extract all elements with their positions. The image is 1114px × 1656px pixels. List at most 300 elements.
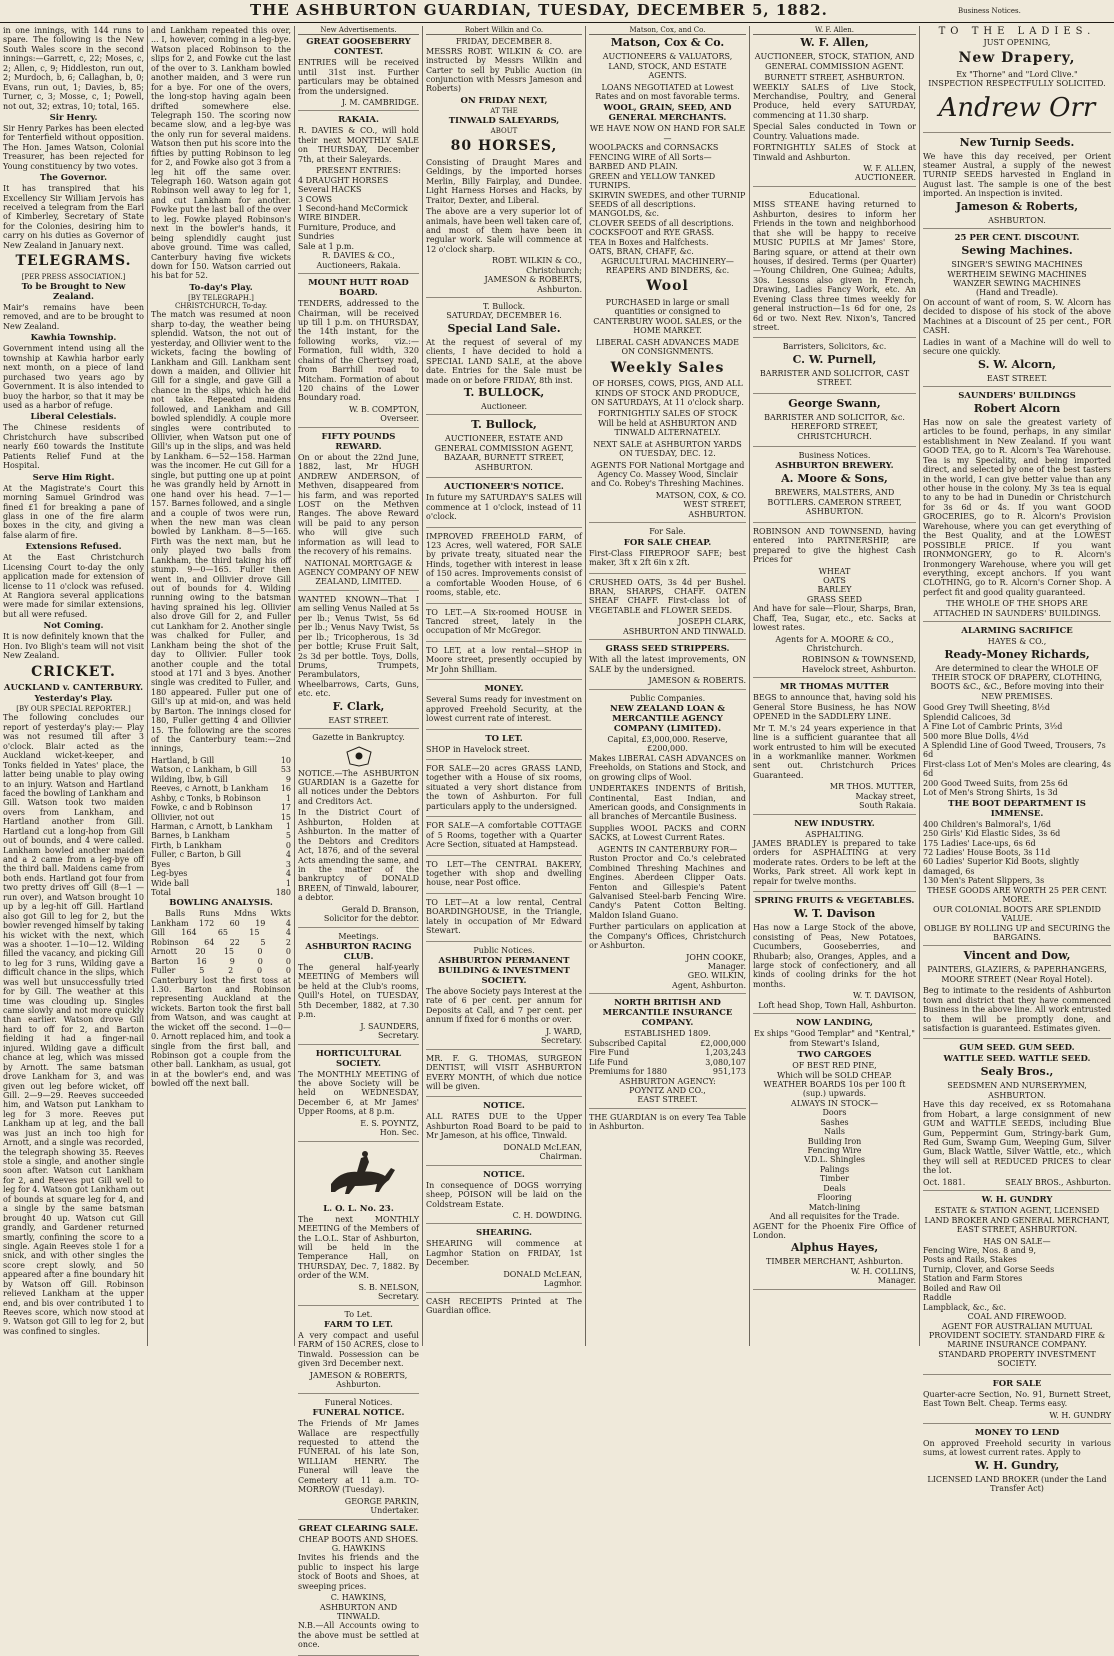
article-text: in one innings, with 144 runs to spare. The following is the New South Wales score in the second innings:—Garrett, c, 22; Moses, c, 2; Allen, c, 9; Hiddleston, run out, 2; Murdoch, b, 6; Callaghan, b, 0; Evans, run out, 1; Davies, b, 85; Turner, c, 3; Mosse, c, 1; Powell, not out, 32; extras, 10; total, 165. (3, 26, 144, 111)
ad-name: Jameson & Roberts, (955, 199, 1079, 213)
telegrams-heading: TELEGRAMS. (15, 253, 132, 270)
total-value: 180 (275, 888, 291, 898)
ad-text: Are determined to clear the WHOLE OF THEIR STOCK OF DRAPERY, CLOTHING, BOOTS &C., &C., Before moving into their NEW PREMISES. (930, 663, 1104, 701)
row-value: 60 (229, 918, 240, 928)
signature (923, 89, 1111, 129)
analysis-row (151, 947, 291, 956)
ad-date: FRIDAY, DECEMBER 8. (455, 37, 553, 47)
bakery-ad (426, 860, 582, 894)
ad-heading: FOR SALE CHEAP. (623, 537, 712, 548)
ad-text: N.B.—All Accounts owing to the above must be settled at once. (298, 1621, 419, 1650)
ad-heading: NORTH BRITISH AND MERCANTILE INSURANCE COMPANY. (602, 998, 733, 1029)
ad-text: TENDERS, addressed to the Chairman, will be received up till 1 p.m. on THURSDAY, the 14th instant, for the following works, viz.:— Formation, full width, 320 chains of the Chertsey road, from Barrhill road to Mitcham. Formation of about 120 chains of the Lower Boundary road. (298, 299, 419, 403)
ad-heading: FIFTY POUNDS REWARD. (321, 431, 396, 452)
purnell-ad (753, 354, 916, 394)
row-value: 0 (256, 966, 263, 976)
row-value: 0 (285, 956, 291, 966)
clark-ad (298, 595, 419, 729)
article-text: Government intend using all the township at Kawhia harbor early next month, on a piece of land purchased two years ago by Government. It is also intended to buoy the harbor, so that it may be used as a harbor of refuge. (3, 344, 144, 410)
ad-heading: 25 PER CENT. DISCOUNT. (954, 233, 1080, 244)
coat-of-arms-icon (344, 745, 374, 767)
ad-heading: SHEARING. (476, 1228, 532, 1239)
subheading: Kawhia Township. (30, 333, 117, 344)
ad-name: W. T. Davison (793, 907, 876, 921)
row-value: 4 (285, 869, 291, 879)
ad-heading-large: Special Land Sale. (447, 321, 561, 335)
column-business-notices (919, 26, 1114, 1494)
ad-text: WANTED KNOWN—That I am selling Venus Nailed at 5s per lb.; Venus Twist, 5s 6d per lb.; Venus Navy Twist, 5s per lb.; Tricopherous, 1s 3d per bottle; Kruse Fruit Salt, 2s 3d per bottle. Toys, Dolls, Drums, Trumpets, Perambulators, Wheelbarrows, Carts, Guns, etc. etc. (298, 594, 419, 699)
reward-ad (298, 432, 419, 591)
ad-text: LICENSED LAND BROKER (under the Land Transfer Act) (927, 1474, 1107, 1494)
vincent-dow-ad (923, 950, 1111, 1039)
dateline: CHRISTCHURCH, To-day. (174, 302, 268, 311)
ad-heading: FOR SALE (992, 1378, 1042, 1389)
score-row (151, 822, 291, 831)
funeral-ad (298, 1408, 419, 1519)
article-text: The match was resumed at noon sharp to-day, the weather being splendid. Watson, the not out of yesterday, and Ollivier went to the wickets, facing the bowling of Lankham and Gill. Lankham sent down a maiden, and Ollivier hit Gill for a single, and gave Gill a chance in the slips, which he did not take. Repeated maidens followed, and Lankham and Gill bowled splendidly. A couple more singles were contributed to Ollivier, when Watson put one of Gill's up in the slips, and was held by Lankham. 6—52—158. Harman was the incomer. He cut Gill for a single, but putting one up at point he was grandly held by Arnott in one hand over his head. 7—1—157. Barnes followed, and a single and a couple of twos were run, when the new man was clean bowled by Lankham. 8—5—165. Firth was the next man, but he only played two balls from Lankham, the third taking his off stump. 9—0—165. Fuller then went in, and Ollivier drove Gill out of bounds for 4. Wilding running owing to the batsman having sprained his leg. Ollivier also drove Gill for 2, and Fuller cut Lankham for 2. Another single was chalked for Fuller, and Lankham being the shot of the day to Ollivier. Fuller took another couple and the total stood at 171 and 3 byes. Another single was credited to Fuller, and 180 appeared. Fuller put one of Gill's up at mid-on, and was held by Barton. The innings closed for 180, Fuller getting 4 and Ollivier 15. The following are the scores of the Canterbury team:—2nd innings, (151, 310, 291, 754)
safe-ad (589, 538, 746, 574)
masthead (0, 0, 1114, 23)
ad-signature: JAMESON & ROBERTS, Ashburton. (309, 1370, 408, 1390)
ad-text: SINGER'S SEWING MACHINES (951, 260, 1083, 270)
subheading: Liberal Celestials. (30, 412, 117, 423)
score-row (151, 765, 291, 774)
ad-date: Oct. 1881. (923, 1177, 966, 1187)
ad-address: EAST STREET. (986, 373, 1048, 383)
boarding-ad (426, 898, 582, 942)
ad-text: Auctioneer. (480, 402, 528, 412)
analysis-header-row (151, 909, 291, 918)
ad-heading: WOOL, GRAIN, SEED, AND GENERAL MERCHANTS. (603, 103, 732, 124)
article-text: The Chinese residents of Christchurch have subscribed nearly £60 towards the Institute Patients Relief Fund at the Hospital. (3, 423, 144, 471)
freehold-ad (426, 532, 582, 604)
ad-heading: ASHBURTON RACING CLUB. (305, 942, 412, 963)
ad-signature: MATSON, COX, & CO. WEST STREET, ASHBURTON. (655, 490, 746, 519)
ad-name: T. BULLOCK, (463, 386, 545, 400)
ad-name: F. Clark, (332, 699, 385, 713)
section-sale-ad (923, 1379, 1111, 1424)
ad-text: JAMES BRADLEY is prepared to take orders for ASPHALTING at very moderate rates. Orders to be left at the Works, Park street. All work kept in repair for twelve months. (753, 839, 916, 886)
score-row (151, 803, 291, 812)
ad-text: Ladies in want of a Machine will do well to secure one quickly. (923, 337, 1111, 357)
section-header: To Let. (344, 1309, 373, 1319)
row-value: 4 (285, 850, 291, 860)
ad-text: Further particulars on application at the Company's Offices, Christchurch or Ashburton. (589, 922, 746, 951)
row-label: Firth, b Lankham (151, 840, 222, 850)
score-row (151, 831, 291, 840)
auctioneer-notice (426, 482, 582, 527)
ad-text: PAINTERS, GLAZIERS, & PAPERHANGERS, MOORE STREET (Near Royal Hotel). (927, 965, 1107, 984)
horticultural-ad (298, 1049, 419, 1142)
ad-name: W. F. Allen, (800, 36, 869, 50)
column-matson-cox (585, 26, 749, 1346)
drapery-ad (923, 26, 1111, 133)
row-label: Wide ball (151, 878, 190, 888)
ad-text: BREWERS, MALSTERS, AND BOTTLERS. CAMERON STREET, ASHBURTON. (767, 488, 902, 517)
ad-text: AGRICULTURAL MACHINERY—REAPERS AND BINDERS, &c. (601, 256, 734, 275)
ad-text: Consisting of Draught Mares and Geldings, by the imported horses Merlin, Billy Fairplay, and Dundee. Light Harness Horses and Hacks, by Traitor, Dexter, and Liberal. (426, 157, 582, 205)
row-value: 3 (285, 859, 291, 869)
row-label: Barton (151, 956, 179, 966)
grain-list: WHEAT OATS BARLEY GRASS SEED (806, 566, 863, 604)
ad-signature: R. DAVIES & CO., Auctioneers, Rakaia. (316, 251, 401, 270)
ad-signature: J. WARD, Secretary. (540, 1026, 582, 1046)
stock-list: Doors Sashes Nails Building Iron Fencing Wire V.D.L. Shingles Palings Timber Deals Flooring Match-lining (804, 1108, 865, 1212)
section-header: T. Bullock. (482, 302, 526, 312)
ad-text: With all the latest improvements, ON SALE by the undersigned. (589, 655, 746, 674)
fund-table (589, 1039, 746, 1077)
ad-text: Has now on sale the greatest variety of articles to be found, perhaps, in any similar establishment in New Zealand. If you want GOOD TEA, go to R. Alcorn's Tea Warehouse. Tea is my Speciality, and being imported direct, and selected by one of the best tasters in the world, I can give better value than any other house in the colony. My 3s tea is equal to any to be had in Dunedin or Christchurch for 3s 6d or 4s. If you want GOOD GROCERIES, go to R. Alcorn's Provision Warehouse, where you can get everything of the Best Quality, and at the LOWEST POSSIBLE PRICE. If you want IRONMONGERY, go to R. Alcorn's Ironmongery Warehouse, where you will get everything, except anchors. If you want CLOTHING, go to R. Alcorn's Corner Shop. A perfect fit and good quality guaranteed. (923, 417, 1111, 597)
source-note: [PER PRESS ASSOCIATION.] (21, 272, 126, 281)
ad-text: The above are a very superior lot of animals, have been well taken care of, and most of them have been in regular work. Sale will commence at 12 o'clock sharp. (426, 207, 582, 254)
subheading: Serve Him Right. (32, 472, 115, 483)
gundry-ad (923, 1195, 1111, 1374)
ad-name: A. Moore & Sons, (781, 472, 888, 486)
section-header: Educational. (809, 190, 860, 200)
ad-text: THESE GOODS ARE WORTH 25 PER CENT. MORE. (927, 885, 1107, 905)
ad-text: AGENT FOR AUSTRALIAN MUTUAL PROVIDENT SOCIETY. STANDARD FIRE & MARINE INSURANCE COMPANY. STANDARD PROPERTY INVESTMENT SOCIETY. (928, 1321, 1106, 1369)
ad-heading: RAKAIA. (338, 115, 379, 126)
business-notices-label: Business Notices. (958, 7, 1021, 15)
shearing-notice (426, 1228, 582, 1292)
score-row (151, 841, 291, 850)
stock-list: Fencing Wire, Nos. 8 and 9, Posts and Rails, Stakes Turnip, Clover, and Gorse Seeds Station and Farm Stores Boiled and Raw Oil Raddle Lampblack, &c., &c. (923, 1246, 1055, 1312)
money-lend-ad (923, 1428, 1111, 1494)
ad-text: TO LET.—A Six-roomed HOUSE in Tancred street, lately in the occupation of Mr McGregor. (426, 607, 582, 636)
analysis-row (151, 928, 291, 937)
ad-heading-large: New Turnip Seeds. (959, 135, 1075, 149)
ad-address: EAST STREET. (328, 715, 389, 725)
row-value: 19 (255, 918, 266, 928)
column-allen (749, 26, 919, 1346)
ad-name: Robert Alcorn (973, 401, 1061, 415)
insurance-ad (589, 998, 746, 1109)
music-lessons-ad (753, 200, 916, 338)
ad-name: Sealy Bros., (980, 1065, 1054, 1079)
ad-heading: GREAT GOOSEBERRY CONTEST. (306, 37, 411, 58)
ad-heading: TO LET. (485, 733, 523, 744)
land-sale-ad (426, 311, 582, 415)
ad-heading: FUNERAL NOTICE. (312, 1408, 405, 1419)
row-value: 17 (280, 803, 291, 813)
row-value: 4 (285, 918, 291, 928)
ad-signature: Gerald D. Branson, Solicitor for the debtor. (323, 904, 419, 924)
article-text: The following concludes our report of yesterday's play:— Play was not resumed till after 3 o'clock. Blair acted as the Auckland wicket-keeper, and Tonks fielded in Yates' place, the latter being unable to play owing to an injury. Watson and Hartland faced the bowling of Lankham and Gill. Watson took two maiden overs from Lankham, and Hartland another from Gill. Hartland cut a long-hop from Gill out of bounds, and 4 were called. Lankham bowled another maiden and a 2 came from a leg-bye off the third ball. Maidens came from both ends. Hartland got four from two pretty drives off Gill (8—1 —run over), and Watson brought 10 up by a leg-hit off Gill. Hartland also got Gill to leg for 2, but the bowler revenged himself by taking his wicket with the next, which was a shooter. 1—10—12. Wilding filled the vacancy, and picking Gill to leg for 3 runs, Wilding gave a difficult chance in the slips, which was well but unsuccessfully tried for by Gill. The weather at this time was clouding up. Singles came slowly and not more quickly than earlier. Watson drove Gill hard to off for 2, and Barton fielding it had a finger-nail injured. Wilding gave a difficult chance at leg, which was missed by Arnott. The same batsman drove Lankham for 3, and was given out leg before wicket, off Gill. 2—9—29. Reeves succeeded him, and Watson put Lankham to leg for 3 more. Reeves put Lankham up at leg, and the ball was just an inch too high for Arnott, and a single was recorded, the telegraph showing 35. Reeves stole a single, and another single soon after. Watson cut Lankham for 2, and Reeves put Gill well to leg for 4. Watson got Lankham out of bounds at square leg for 4, and a single by the same batsman brought 40 up. Watson cut Gill grandly, and Gardener returned smartly, confining the score to a single. Again Reeves stole 1 for a snick, and with other singles the score crept slowly, and 50 appeared after a fine boundary hit by Watson off Gill. Robinson relieved Lankham at the upper end, and bis over contributed 1 to Reeves score, which now stood at 9. Watson got Gill to leg for 2, but was confined to singles. (3, 713, 144, 1336)
match-heading: AUCKLAND v. CANTERBURY. (3, 683, 144, 694)
row-value: 22 (229, 937, 240, 947)
row-label: Arnott (151, 947, 177, 957)
ad-text: UNDERTAKES INDENTS of British, Continental, East Indian, and American goods, and Consignments in all branches of Mercantile Business. (589, 784, 746, 822)
ad-subheading: THE BOOT DEPARTMENT IS IMMENSE. (948, 798, 1086, 819)
row-value: 951,173 (712, 1067, 746, 1077)
ad-text: SHOP in Havelock street. (426, 744, 530, 754)
money-ad (426, 684, 582, 729)
row-label: Barnes, b Lankham (151, 831, 230, 841)
ad-text: TO LET, at a low rental—SHOP in Moore street, presently occupied by Mr John Shilliam. (426, 645, 582, 674)
ad-text: AUCTIONEER, STOCK, STATION, AND GENERAL COMMISSION AGENT. (754, 52, 915, 71)
ad-text: Quarter-acre Section, No. 91, Burnett Street, East Town Belt. Cheap. Terms easy. (923, 1389, 1111, 1409)
ad-heading: GREAT CLEARING SALE. (298, 1523, 419, 1534)
hayes-sale-ad (923, 626, 1111, 946)
ad-text: First-Class FIREPROOF SAFE; best maker, 3ft x 2ft 6in x 2ft. (589, 548, 746, 568)
ad-footer (923, 1178, 1111, 1187)
article-text: It is now definitely known that the Hon. Ivo Bligh's team will not visit New Zealand. (3, 632, 144, 661)
ad-text: BEGS to announce that, having sold his General Store Business, he has NOW OPENED in the SADDLERY LINE. (753, 693, 916, 722)
row-value: 1 (285, 878, 291, 888)
timber-ad (753, 1018, 916, 1290)
row-label: Fowke, c and b Robinson (151, 803, 253, 813)
row-label: Byes (151, 859, 171, 869)
ad-signature: GEORGE PARKIN, Undertaker. (344, 1496, 419, 1516)
ad-text: Capital, £3,000,000. Reserve, £200,000. (607, 734, 728, 754)
row-value: £2,000,000 (700, 1038, 746, 1048)
ad-text: SEEDSMEN AND NURSERYMEN, ASHBURTON. (947, 1081, 1087, 1100)
row-value: Mdns (233, 909, 257, 919)
ad-text: At the request of several of my clients, I have decided to hold a SPECIAL LAND SALE, at the above date. Entries for the Sale must be made on or before FRIDAY, 8th inst. (426, 337, 582, 385)
row-label: Lankham (151, 918, 189, 928)
ad-heading-large: New Drapery, (958, 50, 1076, 67)
sewing-machine-ad (923, 233, 1111, 387)
row-value: 5 (285, 831, 291, 841)
score-row (151, 850, 291, 859)
ad-text: In future my SATURDAY'S SALES will commence at 1 o'clock, instead of 11 o'clock. (426, 493, 582, 522)
ad-text: On approved Freehold security in various sums, at lowest current rates. Apply to (923, 1439, 1111, 1458)
loan-company-ad (589, 704, 746, 994)
ad-signature: J. M. CAMBRIDGE. (341, 98, 419, 108)
to-let-house-ad (426, 608, 582, 642)
row-value: 2 (228, 966, 234, 976)
ad-text: The Friends of Mr James Wallace are respectfully requested to attend the FUNERAL of his late Son, WILLIAM HENRY. The Funeral will leave the Cemetery at 11 a.m. TO-MORROW (Tuesday). (298, 1419, 419, 1495)
ad-text: AT THE (490, 106, 518, 115)
entries-list: 4 DRAUGHT HORSES Several HACKS 3 COWS 1 Second-hand McCormick WIRE BINDER. Furniture, Produce, and Sundries Sale at 1 p.m. (298, 175, 408, 251)
alcorn-store-ad (923, 391, 1111, 622)
score-row (151, 756, 291, 765)
ad-address: BURNETT STREET, ASHBURTON. (764, 73, 905, 83)
score-row (151, 879, 291, 888)
ad-text: PURCHASED in large or small quantities or consigned to CANTERBURY WOOL SALES, or the HOME MARKET. (593, 297, 742, 336)
ad-heading: TO THE LADIES. (938, 26, 1096, 37)
ad-text: Supplies WOOL PACKS and CORN SACKS, at Lowest Current Rates. (589, 823, 746, 843)
row-value: 2 (285, 937, 291, 947)
row-label: Life Fund (589, 1057, 629, 1067)
ad-heading: SAUNDERS' BUILDINGS (958, 390, 1076, 401)
ad-signature: W. B. COMPTON, Overseer. (348, 404, 419, 424)
ad-text: Beg to intimate to the residents of Ashburton town and district that they have commenced Business in the above line. All work entrusted to them will be promptly done, and satisfaction is guaranteed. Estimates given. (923, 986, 1111, 1033)
ad-text: OUR COLONIAL BOOTS ARE SPLENDID VALUE. (933, 904, 1101, 924)
ad-text: HAYES & CO., (987, 637, 1047, 647)
row-label: Wilding, lbw, b Gill (151, 774, 228, 784)
brewery-ad (753, 461, 916, 522)
sealy-ad (923, 1043, 1111, 1191)
ad-text: Which will be SOLD CHEAP. (777, 1070, 892, 1080)
ad-text: LOANS NEGOTIATED at Lowest Rates and on most favorable terms. (595, 82, 740, 101)
row-label: Reeves, c Arnott, b Lankham (151, 784, 269, 794)
section-header: Public Notices. (473, 945, 535, 955)
ad-signature: NATIONAL MORTGAGE & AGENCY COMPANY OF NEW ZEALAND, LIMITED. (298, 558, 419, 587)
farm-ad (298, 1320, 419, 1394)
row-value: 9 (229, 956, 235, 966)
bullock-ad (426, 419, 582, 478)
ad-heading: MOUNT HUTT ROAD BOARD. (308, 278, 409, 299)
stock-list: WOOLPACKS and CORNSACKS FENCING WIRE of All Sorts—BARBED AND PLAIN. GREEN and YELLOW TANKED TURNIPS. SKIRVIN SWEDES, and other TURNIP SEEDS of all descriptions. MANGOLDS, &c. CLOVER SEEDS of all descriptions. COCKSFOOT and RYE GRASS. TEA in Boxes and Halfchests. OATS, BRAN, CHAFF, &c. (589, 143, 746, 257)
ad-subheading: ASPHALTING. (805, 829, 864, 839)
grass-land-ad (426, 764, 582, 817)
ad-name: G. HAWKINS (331, 1543, 386, 1553)
total-label: Total (151, 888, 172, 898)
ad-text: MESSRS ROBT. WILKIN & CO. are instructed by Messrs Wilkin and Carter to sell by Public Auction (in conjunction with Messrs Jameson and Roberts) (426, 46, 582, 94)
ad-subheading: ON FRIDAY NEXT, (460, 95, 548, 106)
ad-heading: WATTLE SEED. WATTLE SEED. (943, 1054, 1091, 1065)
ad-signature: JAMESON & ROBERTS. (648, 676, 746, 686)
ad-heading: NOTICE. (483, 1169, 525, 1180)
ad-heading: GUM SEED. GUM SEED. (959, 1043, 1075, 1054)
row-label: Premiums for 1880 (589, 1067, 667, 1077)
ad-text: On or about the 22nd June, 1882, last, Mr HUGH ANDREW ANDERSON, of Methven, disappeared from his farm, and was reported LOST on the Methven Ranges. The above Reward will be paid to any person who will give such information as will lead to the recovery of his remains. (298, 452, 419, 557)
subheading: Extensions Refused. (25, 542, 122, 553)
ad-text: TIMBER MERCHANT, Ashburton. (765, 1257, 903, 1267)
dentist-ad (426, 1054, 582, 1098)
row-value: 0 (285, 966, 291, 976)
ad-text: ABOUT (490, 127, 518, 136)
column-news-telegrams (0, 26, 147, 1346)
row-label: Fuller, c Barton, b Gill (151, 850, 242, 860)
ad-text: TO LET—The CENTRAL BAKERY, together with shop and dwelling house, near Post office. (426, 859, 582, 888)
ad-text: On account of want of room, S. W. Alcorn has decided to dispose of his stock of the above Machines at a Discount of 25 per cent., FOR CASH. (923, 297, 1111, 336)
ad-text: ESTATE & STATION AGENT, LICENSED LAND BROKER AND GENERAL MERCHANT, EAST STREET, ASHBURTON. (924, 1206, 1110, 1235)
ad-text: In consequence of DOGS worrying sheep, POISON will be laid on the Coldstream Estate. (426, 1180, 582, 1209)
ad-signature: DONALD McLEAN, Chairman. (503, 1142, 582, 1162)
rates-notice (426, 1101, 582, 1165)
cottage-ad (426, 821, 582, 855)
ad-date: SATURDAY, DECEMBER 16. (446, 311, 562, 321)
subheading: The Governor. (39, 173, 108, 184)
ad-heading: L. O. L. No. 23. (323, 1203, 394, 1214)
row-label: Leg-byes (151, 869, 188, 879)
section-header: Barristers, Solicitors, &c. (782, 342, 887, 352)
ad-signature: DONALD McLEAN, Lagmhor. (503, 1269, 582, 1289)
ad-name: Vincent and Dow, (963, 949, 1071, 963)
strippers-ad (589, 644, 746, 689)
ad-heading: MONEY. (484, 684, 524, 695)
subheading: Yesterday's Play. (34, 694, 113, 705)
building-society-ad (426, 956, 582, 1050)
road-board-ad (298, 278, 419, 428)
ad-text: BARRISTER AND SOLICITOR, CAST STREET. (759, 368, 910, 388)
subheading: Sir Henry. (49, 112, 98, 123)
ad-text: The MONTHLY MEETING of the above Society will be held on WEDNESDAY, December 6, at Mr James' Upper Rooms, at 8 p.m. (298, 1069, 419, 1117)
ad-subheading: JUST OPENING, (983, 37, 1051, 47)
subheading: Not Coming. (43, 621, 104, 632)
row-value: 9 (285, 774, 291, 784)
ad-heading: MR THOMAS MUTTER (779, 682, 889, 693)
ad-text: Mr T. M.'s 24 years experience in that line is a sufficient guarantee that all work entrusted to him will be executed in a workmanlike manner. Workmen sent out. Christchurch Prices Guaranteed. (753, 723, 916, 780)
ad-name: C. W. Purnell, (792, 352, 877, 366)
scorecard (151, 756, 291, 888)
column-header: New Advertisements. (298, 26, 419, 35)
article-text: Canterbury lost the first toss at 1.30. Barton and Robinson representing Auckland at the wickets. Barton took the first ball from Watson, and was caught at the wicket off the second. 1—0—0. Arnott replaced him, and took a single from the first ball, and Robinson got a couple from the other ball. Lankham, as usual, got in at the bowler's end, and was bowled off the next ball. (151, 975, 291, 1089)
ad-text: Ex ships "Good Templar" and "Kentral," from Stewart's Island, (754, 1029, 915, 1048)
ad-subheading: WE HAVE NOW ON HAND FOR SALE— (589, 124, 746, 143)
analysis-heading: BOWLING ANALYSIS. (169, 898, 273, 909)
article-text: It has transpired that his Excellency Sir William Jervois has received a telegram from the Earl of Kimberley, Secretary of State for the Colonies, desiring him to carry on his duties as Governor of New Zealand in January next. (3, 184, 144, 250)
ad-text: The general half-yearly MEETING of Members will be held at the Club's rooms, Quill's Hotel, on TUESDAY, 5th December, 1882, at 7.30 p.m. (298, 963, 419, 1020)
row-label: Hartland, b Gill (151, 755, 215, 765)
ad-heading: SPRING FRUITS & VEGETABLES. (754, 896, 915, 907)
fund-row (589, 1067, 746, 1076)
ad-text: AGENTS FOR National Mortgage and Agency Co. Massey Wood, Sinclair and Co. Robey's Threshing Machines. (590, 460, 745, 489)
ad-subheading: TWO CARGOES (797, 1050, 872, 1061)
ad-text: SHEARING will commence at Lagmhor Station on FRIDAY, 1st December. (426, 1239, 582, 1268)
ad-text: And have for sale—Flour, Sharps, Bran, Chaff, Tea, Sugar, etc., etc. Sacks at lowest rates. (753, 604, 916, 633)
ad-heading: NEW ZEALAND LOAN & MERCANTILE AGENCY COMPANY (LIMITED). (609, 703, 726, 734)
ad-signature: E. S. POYNTZ, Hon. Sec. (360, 1118, 419, 1138)
ad-subheading: AGENTS IN CANTERBURY FOR— (597, 844, 738, 854)
ad-text: A very compact and useful FARM of 150 ACRES, close to Tinwald. Possession can be given 3rd December next. (298, 1331, 419, 1369)
row-value: 0 (257, 956, 263, 966)
row-value: Balls (165, 909, 186, 919)
ad-text: FOR SALE—20 acres GRASS LAND, together with a House of six rooms, situated a very short distance from the town of Ashburton. For full particulars apply to the undersigned. (426, 764, 582, 811)
ad-heading: ASHBURTON BREWERY. (775, 461, 894, 472)
newspaper-title: THE ASHBURTON GUARDIAN, TUESDAY, DECEMBER 5, 1882. (250, 1, 828, 19)
ad-text: Ruston Proctor and Co.'s celebrated Combined Threshing Machines and Engines. Aberdeen Clipper Oats. Fenton and Gillespie's Patent Galvanised Steel-barb Fencing Wire. Candy's Patent Cotton Belting. Maldon Island Guano. (589, 854, 746, 920)
ad-text: ESTABLISHED 1809. (624, 1029, 711, 1039)
price-list: Good Grey Twill Sheeting, 8½d Splendid Calicoes, 3d A Fine Lot of Cambric Prints, 3½d 500 more Blue Dolls, 4½d A Splendid Line of Good Tweed, Trousers, 7s 6d First-class Lot of Men's Moles are clearing, 4s 6d 200 Good Tweed Suits, from 25s 6d Lot of Men's Strong Shirts, 1s 3d (923, 703, 1111, 798)
section-header: Business Notices. (798, 451, 871, 461)
ad-text: OF BEST RED PINE, (792, 1061, 877, 1071)
ad-text: ALL RATES DUE to the Upper Ashburton Road Board to be paid to Mr Jameson, at his office, Tinwald. (426, 1112, 582, 1141)
fund-row (589, 1048, 746, 1057)
row-value: 15 (223, 947, 234, 957)
price-list: 400 Children's Balmoral's, 1/6d 250 Girls' Kid Elastic Sides, 3s 6d 175 Ladies' Lace-ups, 6s 6d 72 Ladies' House Boots, 3s 11d 60 Ladies' Superior Kid Boots, slightly damaged, 6s 130 Men's Patent Slippers, 3s (923, 819, 1080, 886)
row-label: Ollivier, not out (151, 812, 214, 822)
ad-text: The next MONTHLY MEETING of the Members of the L.O.L. Star of Ashburton, will be held in the Temperance Hall, on THURSDAY, Dec. 7, 1882. By order of the W.M. (298, 1214, 419, 1281)
ad-text: MISS STEANE having returned to Ashburton, desires to inform her Friends in the town and neighborhood that she will be happy to receive MUSIC PUPILS at Mr James' Store, Baring square, or attend at their own houses, if desired. Terms (per Quarter)—Young Children, One Guinea; Adults, 30s. Lessons also given in French, Drawing, Ladies Fancy Work, etc. An Evening Class three times weekly for general instruction—1s 6d for one, 2s 6d or two. Next Rev. Nixon's, Tancred street. (753, 200, 916, 333)
row-label: Subscribed Capital (589, 1038, 667, 1048)
ad-heading: NOW LANDING, (795, 1018, 874, 1029)
ad-text: Have this day received, ex ss Rotomahana from Hobart, a large consignment of new GUM and WATTLE SEEDS, including Blue Gum, Peppermint Gum, Stringy-bark Gum, Red Gum, Swamp Gum, Weeping Gum, Silver Gum, Black Wattle, Silver Wattle, etc., which they will sell at REDUCED PRICES to clear the lot. (923, 1100, 1111, 1176)
ad-heading: NOTICE. (483, 1101, 525, 1112)
ad-subheading: ALWAYS IN STOCK— (790, 1098, 879, 1108)
to-let-ad (426, 734, 582, 760)
ad-text: AUCTIONEER, ESTATE AND GENERAL COMMISSION AGENT, BAZAAR, BURNETT STREET, ASHBURTON. (434, 434, 574, 472)
dogs-notice (426, 1170, 582, 1225)
ad-heading: MONEY TO LEND (974, 1428, 1060, 1439)
ad-name: Ready-Money Richards, (944, 647, 1090, 661)
ad-text: We have this day received, per Orient steamer Austral, a supply of the newest TURNIP SEEDS harvested in England in August last. The sample is one of the best imported. An inspection is invited. (923, 151, 1111, 199)
article-text: At the Magistrate's Court this morning Samuel Grindrod was fined £1 for breaking a pane of glass in one of the fire alarm boxes in the city, and giving a false alarm of fire. (3, 483, 144, 540)
row-value: 65 (217, 928, 229, 938)
ad-signature: ASHBURTON AGENCY: POYNTZ AND CO., EAST STREET. (619, 1076, 716, 1105)
row-value: 15 (249, 928, 260, 938)
bowling-analysis (151, 909, 291, 975)
score-row (151, 794, 291, 803)
row-value: 5 (199, 966, 205, 976)
matson-ad (589, 37, 746, 523)
row-label: Gill (151, 928, 166, 938)
ad-heading: ALARMING SACRIFICE (961, 626, 1073, 637)
column-new-advertisements (294, 26, 422, 1650)
row-value: 53 (280, 765, 291, 775)
ad-text: IMPROVED FREEHOLD FARM, of 123 Acres, well watered, FOR SALE by private treaty, situated near the Hinds, together with interest in lease of 150 acres. Improvements consist of a comfortable Wooden House, of 6 rooms, stable, etc. (426, 531, 582, 598)
scorecard-total (151, 888, 291, 897)
ad-text: Makes LIBERAL CASH ADVANCES on Freeholds, on Stations and Stock, and on growing clips of Wool. (589, 753, 746, 782)
row-value: 4 (285, 928, 291, 938)
ad-text: CRUSHED OATS, 3s 4d per Bushel. BRAN, SHARPS, CHAFF. OATEN SHEAF CHAFF. First-class lot of VEGETABLE and FLOWER SEEDS. (589, 577, 746, 615)
ad-signature: W. F. ALLEN, AUCTIONEER. (855, 164, 916, 183)
row-value: 0 (285, 840, 291, 850)
turnip-ad (923, 137, 1111, 230)
article-text: Mair's remains have been removed, and are to be brought to New Zealand. (3, 303, 144, 331)
